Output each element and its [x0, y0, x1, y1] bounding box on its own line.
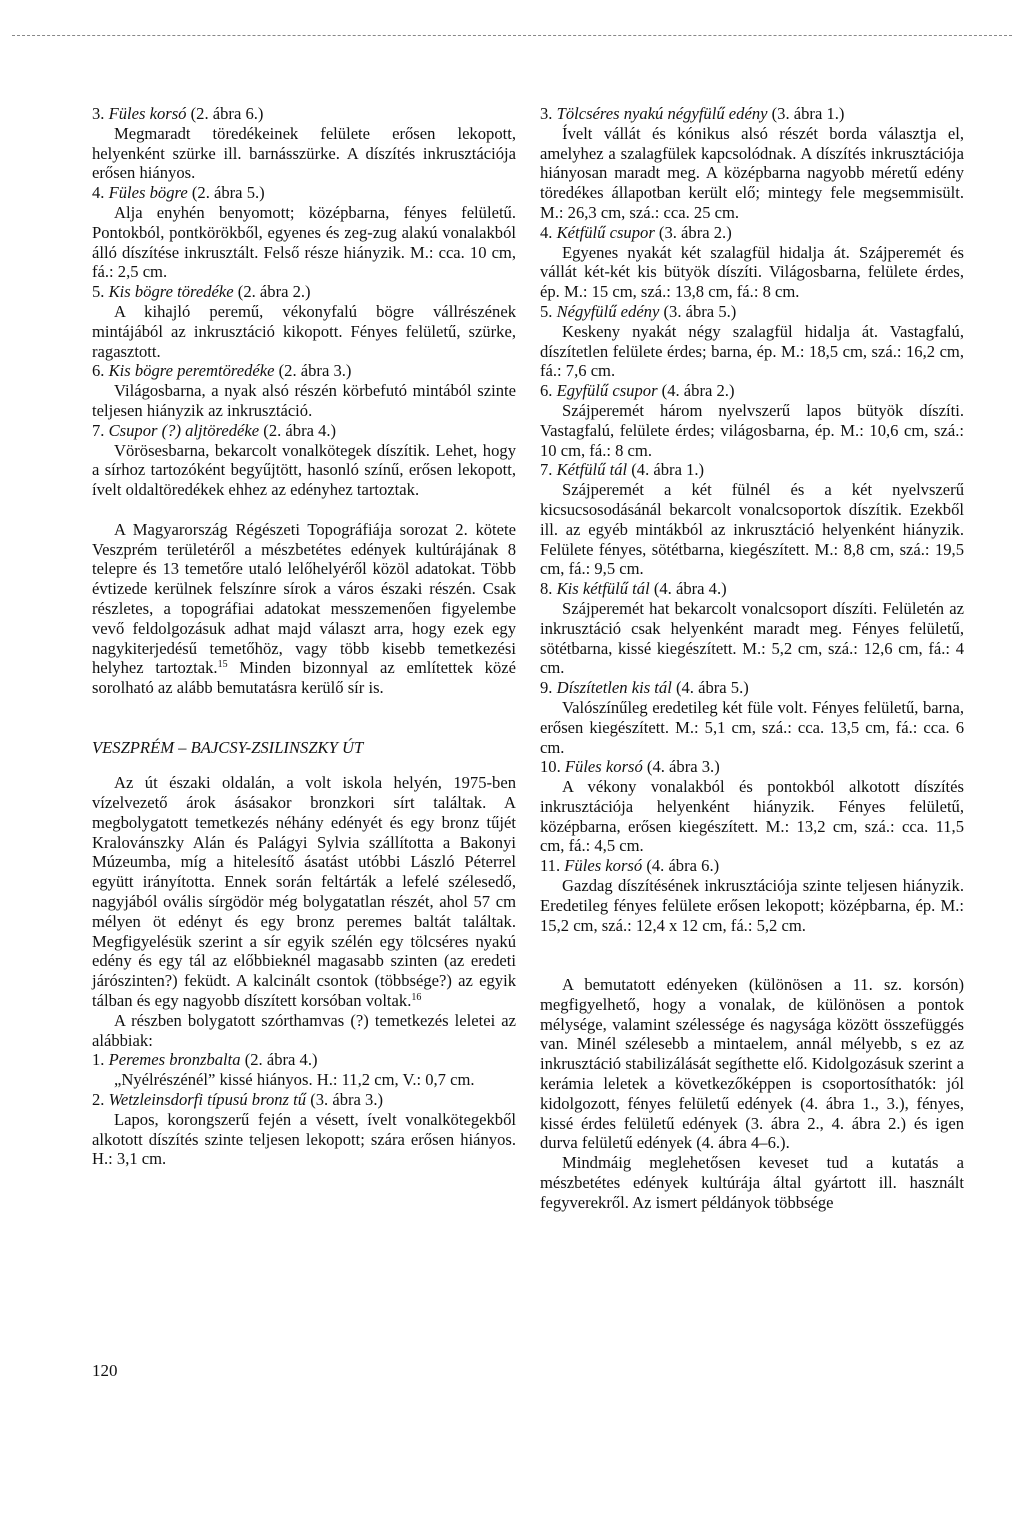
item-description: Szájperemét hat bekarcolt vonalcsoport díszíti. Felületén az inkrusztáció csak helyenként maradt meg. Fényes felületű, sötétbarna, kissé kiegészített. M.: 5,2 cm, szá.: 12,6 cm, fá.: 4 cm. [540, 598, 964, 678]
item-heading: 5. Négyfülű edény (3. ábra 5.) [540, 301, 737, 321]
item-description: Lapos, korongszerű fején a vésett, ívelt vonalkötegekből alkotott díszítés szinte teljesen lekopott; szára erősen hiányos. H.: 3,1 cm. [92, 1109, 516, 1169]
right-column [540, 104, 964, 1213]
spacer [92, 698, 516, 738]
item-description: Keskeny nyakát négy szalagfül hidalja át. Vastagfalú, díszítetlen felülete érdes; barna, ép. M.: 18,5 cm, szá.: 16,2 cm, fá.: 7,6 cm. [540, 321, 964, 381]
item-description: Valószínűleg eredetileg két füle volt. Fényes felületű, barna, erősen kiegészített. M.: 5,1 cm, szá.: cca. 13,5 cm, fá.: cca. 6 cm. [540, 697, 964, 757]
item-description: Világosbarna, a nyak alsó részén körbefutó mintából szinte teljesen hiányzik az inkrusztáció. [92, 381, 516, 420]
section-title: VESZPRÉM – BAJCSY-ZSILINSZKY ÚT [92, 737, 364, 757]
footnote-ref: 16 [411, 992, 422, 1004]
item-description: Egyenes nyakát két szalagfül hidalja át. Szájperemét és vállát két-két kis bütyök díszíti. Világosbarna, felülete érdes, ép. M.: 15 cm, szá.: 13,8 cm, fá.: 8 cm. [540, 242, 964, 302]
item-heading: 10. Füles korsó (4. ábra 3.) [540, 757, 720, 777]
item-heading: 11. Füles korsó (4. ábra 6.) [540, 856, 720, 876]
left-column [92, 104, 516, 1169]
item-heading: 3. Füles korsó (2. ábra 6.) [92, 104, 264, 123]
item-description: „Nyélrészénél” kissé hiányos. H.: 11,2 cm, V.: 0,7 cm. [114, 1070, 475, 1090]
body-paragraph: A bemutatott edényeken (különösen a 11. sz. korsón) megfigyelhető, hogy a vonalak, de különösen a pontok mélysége, valamint szélessége és nagysága között összefüggés van. Minél szélesebb a mintaelem, annál mélyebb, s ez az inkrusztáció stabilizálását segíthette elő. Kidolgozásuk szerint a kerámia leletek a következőképpen is csoportosíthatók: jól kidolgozott, fényes felületű edények (4. ábra 1., 3.), fényes, kissé érdes felületű edények (3. ábra 2., 4. ábra 2.) és igen durva felületű edények (4. ábra 4–6.). [540, 975, 964, 1153]
body-paragraph: A részben bolygatott szórthamvas (?) temetkezés leletei az alábbiak: [92, 1010, 516, 1050]
item-heading: 2. Wetzleinsdorfi típusú bronz tű (3. ábra 3.) [92, 1090, 384, 1110]
item-heading: 4. Füles bögre (2. ábra 5.) [92, 183, 265, 203]
item-description: Vörösesbarna, bekarcolt vonalkötegek díszítik. Lehet, hogy a sírhoz tartozóként begyűjtött, hasonló színű, erősen lekopott, ívelt oldaltöredékek ehhez az edényhez tartoztak. [92, 440, 516, 500]
item-description: Alja enyhén benyomott; középbarna, fényes felületű. Pontokból, pontkörökből, egyenes és zeg-zug alakú vonalakból álló díszítése inkrusztált. Felső része hiányzik. M.: cca. 10 cm, fá.: 2,5 cm. [92, 202, 516, 282]
item-description: Szájperemét három nyelvszerű lapos bütyök díszíti. Vastagfalú, felülete érdes; világosbarna, ép. M.: 10,6 cm, szá.: 10 cm, fá.: 8 cm. [540, 400, 964, 460]
item-description: Szájperemét a két fülnél és a két nyelvszerű kicsucsosodásánál bekarcolt vonalcsoportok díszítik. Ezekből ill. az egyéb mintákból az inkrusztáció helyenként hiányzik. Felülete fényes, sötétbarna, kiegészített. M.: 8,8 cm, szá.: 19,5 cm, fá.: 9,5 cm. [540, 480, 964, 579]
item-description: A kihajló peremű, vékonyfalú bögre vállrészének mintájából az inkrusztáció kikopott. Fényes felületű, szürke, ragasztott. [92, 301, 516, 361]
item-heading: 7. Kétfülű tál (4. ábra 1.) [540, 460, 705, 480]
item-description: Gazdag díszítésének inkrusztációja szinte teljesen hiányzik. Eredetileg fényes felülete erősen lekopott; középbarna, ép. M.: 15,2 cm, szá.: 12,4 x 12 cm, fá.: 5,2 cm. [540, 876, 964, 935]
page-number: 120 [92, 1361, 118, 1380]
item-heading: 8. Kis kétfülű tál (4. ábra 4.) [540, 579, 727, 599]
item-description: Ívelt vállát és kónikus alsó részét borda választja el, amelyhez a szalagfülek kapcsolódnak. A díszítés inkrusztációja hiányosan maradt meg. A középbarna nagyobb méretű edény töredékes állapotban került elő; mintegy fele megsemmisült. M.: 26,3 cm, szá.: cca. 25 cm. [540, 123, 964, 222]
body-paragraph: Az út északi oldalán, a volt iskola helyén, 1975-ben vízelvezető árok ásásakor bronzkori sírt találtak. A megbolygatott temetkezés néhány edényét és egy bronz tűjét Kralovánszky Alán és Palágyi Sylvia szállította a Bakonyi Múzeumba, míg a hitelesítő ásatást utóbbi László Péterrel együtt irányította. Ennek során feltárták a lefelé szélesedő, nagyjából ovális sírgödör még bolygatatlan részét, ahol 57 cm mélyen öt edényt és egy bronz peremes baltát találtak. Megfigyelésük szerint a sír egyik szélén egy tölcséres nyakú edény és egy tál az előbbieknél magasabb szinten (az eredeti járószinten?) feküdt. A kalcinált csontok (többsége?) az egyik tálban és egy nagyobb díszített korsóban voltak.$^{16}$ [92, 773, 516, 1011]
item-heading: 3. Tölcséres nyakú négyfülű edény (3. ábra 1.) [540, 104, 845, 123]
item-heading: 9. Díszítetlen kis tál (4. ábra 5.) [540, 678, 749, 698]
item-heading: 7. Csupor (?) aljtöredéke (2. ábra 4.) [92, 420, 337, 440]
item-description: A vékony vonalakból és pontokból alkotott díszítés inkrusztációja helyenként hiányzik. Fényes felületű, középbarna, erősen kiegészített. M.: 13,2 cm, szá.: cca. 11,5 cm, fá.: 4,5 cm. [540, 777, 964, 856]
body-paragraph: A Magyarország Régészeti Topográfiája sorozat 2. kötete Veszprém területéről a mészbetétes edények kultúrájának 8 telepre és 13 temetőre utaló lelőhelyéről közöl adatokat. Több évtizede kerülnek felszínre sírok a város északi részén. Csak részletes, a topográfiai adatokat messzemenően figyelembe vevő feldolgozásuk adhat majd választ arra, hogy ezek egy nagykiterjedésű temetőhöz, vagy több kisebb temetkezési helyhez tartoztak.$^{15}$ Minden bizonnyal az említettek közé sorolható az alább bemutatásra kerülő sír is. [92, 519, 516, 698]
item-heading: 6. Egyfülű csupor (4. ábra 2.) [540, 381, 735, 401]
item-heading: 6. Kis bögre peremtöredéke (2. ábra 3.) [92, 361, 352, 381]
body-paragraph: Mindmáig meglehetősen keveset tud a kutatás a mészbetétes edények kultúrája által gyártott ill. használt fegyverekről. Az ismert példányok többsége [540, 1153, 964, 1212]
top-rule [12, 35, 1012, 36]
spacer [92, 757, 516, 773]
item-description: Megmaradt töredékeinek felülete erősen lekopott, helyenként szürke ill. barnásszürke. A díszítés inkrusztációja erősen hiányos. [92, 123, 516, 183]
spacer [92, 500, 516, 520]
footnote-ref: 15 [217, 659, 228, 671]
item-heading: 1. Peremes bronzbalta (2. ábra 4.) [92, 1050, 318, 1070]
item-heading: 4. Kétfülű csupor (3. ábra 2.) [540, 222, 732, 242]
item-heading: 5. Kis bögre töredéke (2. ábra 2.) [92, 282, 311, 302]
spacer [540, 935, 964, 975]
